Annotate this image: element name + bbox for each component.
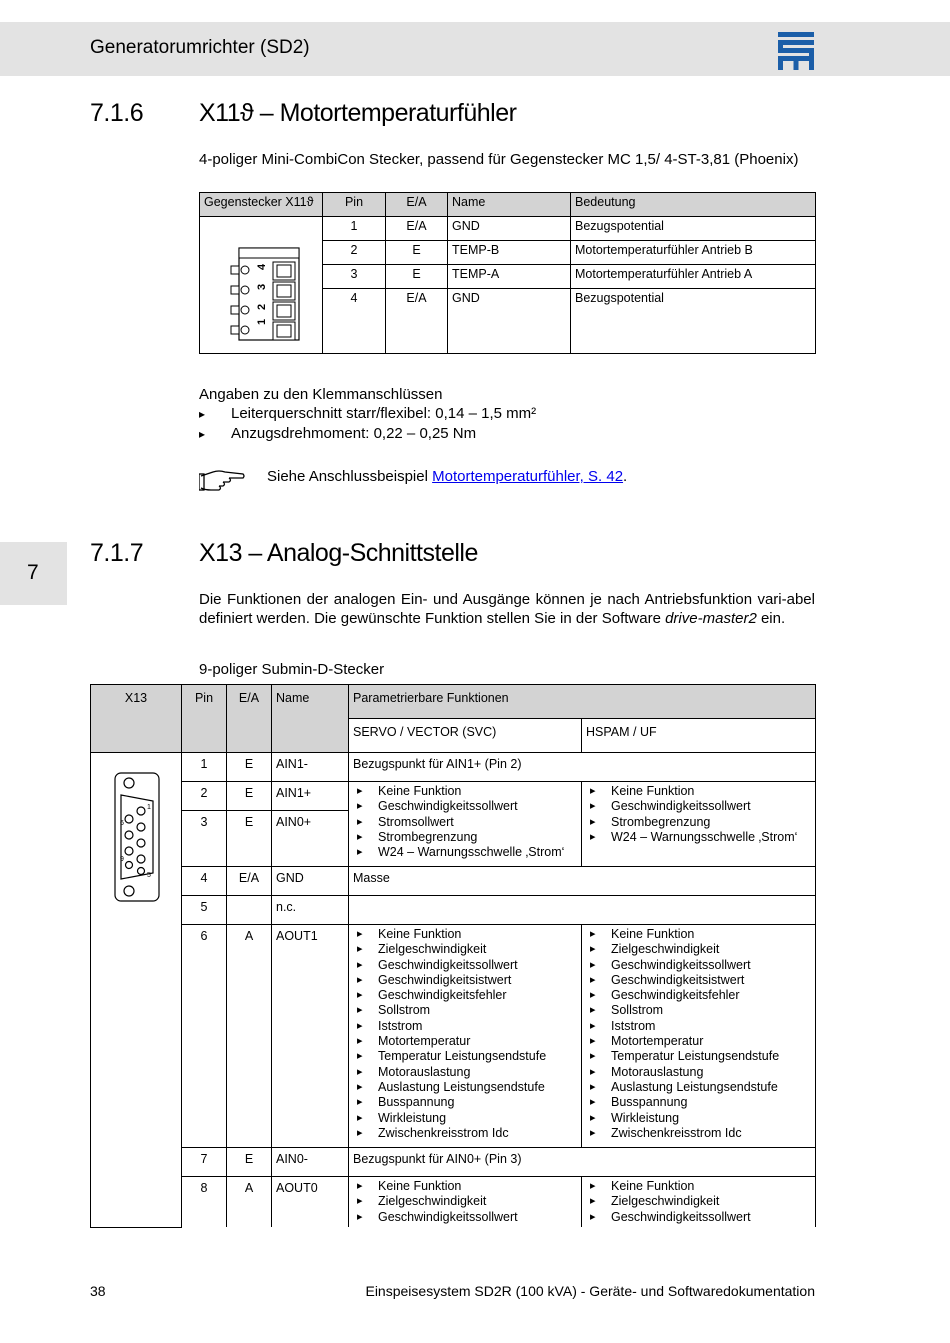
col-header: Gegenstecker X11ϑ [200, 193, 323, 217]
note-prefix: Siehe Anschlussbeispiel [267, 468, 433, 485]
dsub-connector-icon [91, 769, 181, 904]
name-cell: AIN1+ [272, 782, 349, 811]
col-header-name: Name [272, 685, 349, 753]
function-list [353, 1179, 577, 1225]
chapter-tab-label: 7 [27, 561, 39, 584]
table-row [91, 867, 816, 896]
meaning-cell: Motortemperaturfühler Antrieb B [571, 241, 816, 265]
table-row [91, 925, 816, 1148]
ea-cell: E [386, 265, 448, 289]
function-cell [582, 925, 816, 1148]
ea-cell: E [227, 782, 272, 811]
ea-cell: E/A [386, 289, 448, 354]
name-cell: GND [448, 289, 571, 354]
section-title: X11ϑ – Motortemperaturfühler [199, 99, 517, 127]
list-item: ▸ Auslastung Leistungsendstufe [586, 1080, 811, 1095]
company-logo-icon [778, 32, 814, 70]
function-cell [349, 896, 816, 925]
list-item: ▸ Geschwindigkeitsistwert [586, 973, 811, 988]
document-title: Einspeisesystem SD2R (100 kVA) - Geräte- und Softwaredokumentation [365, 1283, 815, 1299]
section-intro: 4-poliger Mini-CombiCon Stecker, passend für Gegenstecker MC 1,5/ 4-ST-3,81 (Phoenix) [199, 151, 799, 168]
name-cell: AIN0+ [272, 811, 349, 867]
dsub-pin-label: 9 [120, 856, 124, 863]
header-title: Generatorumrichter (SD2) [90, 37, 310, 58]
pin-cell: 3 [323, 265, 386, 289]
name-cell: GND [272, 867, 349, 896]
ea-cell: E/A [386, 217, 448, 241]
ea-cell: A [227, 1177, 272, 1227]
list-item: ▸ Keine Funktion [353, 1179, 577, 1194]
list-item: ▸ W24 – Warnungsschwelle ‚Strom‘ [586, 830, 811, 845]
motortemp-reference-link[interactable]: Motortemperaturfühler, S. 42 [432, 468, 624, 485]
col-header-servo: SERVO / VECTOR (SVC) [349, 719, 582, 753]
ea-cell: E [227, 811, 272, 867]
name-cell: TEMP-A [448, 265, 571, 289]
list-item: ▸ Geschwindigkeitssollwert [353, 1210, 577, 1225]
list-item: ▸ Iststrom [353, 1019, 577, 1034]
list-item: ▸ Strombegrenzung [353, 830, 577, 845]
list-item: ▸ Sollstrom [353, 1003, 577, 1018]
table-row [91, 753, 816, 782]
list-item: ▸ Geschwindigkeitssollwert [586, 799, 811, 814]
connector-pin-label: 1 [256, 318, 268, 325]
function-list [586, 927, 811, 1141]
pin-cell: 2 [323, 241, 386, 265]
list-item: ▸ Leiterquerschnitt starr/flexibel: 0,14 – 1,5 mm² [199, 404, 536, 424]
col-header: Bedeutung [571, 193, 816, 217]
col-header-pin: Pin [182, 685, 227, 753]
list-item: ▸ Zielgeschwindigkeit [586, 1194, 811, 1209]
list-item: ▸ Wirkleistung [353, 1111, 577, 1126]
list-item: ▸ Geschwindigkeitssollwert [586, 958, 811, 973]
name-cell: AOUT1 [272, 925, 349, 1148]
pointing-hand-icon [199, 466, 245, 496]
section-title: X13 – Analog-Schnittstelle [199, 539, 478, 567]
dsub-pin-label: 6 [120, 820, 124, 827]
pin-cell: 2 [182, 782, 227, 811]
name-cell: AIN1- [272, 753, 349, 782]
name-cell: GND [448, 217, 571, 241]
table-row [91, 1148, 816, 1177]
terminal-heading: Angaben zu den Klemmanschlüssen [199, 386, 443, 403]
software-name: drive-master2 [665, 610, 757, 627]
function-cell: Masse [349, 867, 816, 896]
list-item: ▸ Auslastung Leistungsendstufe [353, 1080, 577, 1095]
col-header-hspam: HSPAM / UF [582, 719, 816, 753]
section-intro [199, 590, 815, 628]
name-cell: AIN0- [272, 1148, 349, 1177]
function-cell: Bezugspunkt für AIN1+ (Pin 2) [349, 753, 816, 782]
function-cell [349, 925, 582, 1148]
table-row [200, 217, 816, 241]
list-item: ▸ Keine Funktion [586, 1179, 811, 1194]
minicombicon-connector-icon [201, 226, 321, 346]
ea-cell: E [227, 753, 272, 782]
dsub-pin-label: 5 [147, 872, 151, 879]
x13-pin-table [90, 684, 816, 1228]
connector-subtitle: 9-poliger Submin-D-Stecker [199, 661, 385, 678]
function-cell: Bezugspunkt für AIN0+ (Pin 3) [349, 1148, 816, 1177]
list-item: ▸ Zwischenkreisstrom Idc [586, 1126, 811, 1141]
chapter-tab [0, 542, 67, 605]
function-cell [349, 782, 582, 867]
ea-cell: E/A [227, 867, 272, 896]
pin-cell: 3 [182, 811, 227, 867]
ea-cell [227, 896, 272, 925]
list-item: ▸ Motortemperatur [353, 1034, 577, 1049]
section-number: 7.1.7 [90, 539, 144, 567]
function-cell [582, 1177, 816, 1227]
ea-cell: E [227, 1148, 272, 1177]
meaning-cell: Bezugspotential [571, 289, 816, 354]
page-number: 38 [90, 1283, 106, 1299]
list-item: ▸ Stromsollwert [353, 815, 577, 830]
list-item: ▸ Geschwindigkeitsistwert [353, 973, 577, 988]
function-list [353, 784, 577, 860]
see-also-note [267, 468, 627, 485]
name-cell: AOUT0 [272, 1177, 349, 1227]
list-item: ▸ Zielgeschwindigkeit [353, 1194, 577, 1209]
meaning-cell: Bezugspotential [571, 217, 816, 241]
function-list [353, 927, 577, 1141]
meaning-cell: Motortemperaturfühler Antrieb A [571, 265, 816, 289]
list-item: ▸ Busspannung [586, 1095, 811, 1110]
pin-cell: 7 [182, 1148, 227, 1177]
list-item: ▸ Geschwindigkeitsfehler [353, 988, 577, 1003]
list-item: ▸ Busspannung [353, 1095, 577, 1110]
pin-cell: 8 [182, 1177, 227, 1227]
col-header: Name [448, 193, 571, 217]
connector-image-cell [200, 217, 323, 354]
dsub-pin-label: 1 [147, 804, 151, 811]
list-item: ▸ Motortemperatur [586, 1034, 811, 1049]
list-item: ▸ Geschwindigkeitssollwert [353, 799, 577, 814]
col-header: E/A [386, 193, 448, 217]
function-list [586, 1179, 811, 1225]
list-item: ▸ Strombegrenzung [586, 815, 811, 830]
table-row [91, 896, 816, 925]
list-item: ▸ Temperatur Leistungsendstufe [586, 1049, 811, 1064]
terminal-list [199, 404, 536, 444]
list-item: ▸ Geschwindigkeitsfehler [586, 988, 811, 1003]
list-item: ▸ Zielgeschwindigkeit [586, 942, 811, 957]
list-item: ▸ Keine Funktion [353, 927, 577, 942]
table-header-row [91, 685, 816, 719]
connector-pin-label: 4 [256, 263, 268, 270]
note-suffix: . [623, 468, 628, 485]
function-cell [349, 1177, 582, 1227]
list-item: ▸ Wirkleistung [586, 1111, 811, 1126]
list-item: ▸ Temperatur Leistungsendstufe [353, 1049, 577, 1064]
function-cell [582, 782, 816, 867]
pin-cell: 6 [182, 925, 227, 1148]
list-item: ▸ Keine Funktion [586, 927, 811, 942]
list-item: ▸ Motorauslastung [353, 1065, 577, 1080]
table-row [91, 1177, 816, 1227]
list-item: ▸ Zielgeschwindigkeit [353, 942, 577, 957]
list-item: ▸ Sollstrom [586, 1003, 811, 1018]
name-cell: TEMP-B [448, 241, 571, 265]
x11-pin-table [199, 192, 816, 354]
connector-pin-label: 2 [256, 303, 268, 310]
col-header-param: Parametrierbare Funktionen [349, 685, 816, 719]
list-item: ▸ Zwischenkreisstrom Idc [353, 1126, 577, 1141]
list-item: ▸ W24 – Warnungsschwelle ‚Strom‘ [353, 845, 577, 860]
connector-pin-label: 3 [256, 283, 268, 290]
list-item: ▸ Anzugsdrehmoment: 0,22 – 0,25 Nm [199, 424, 536, 444]
list-item: ▸ Motorauslastung [586, 1065, 811, 1080]
pin-cell: 1 [323, 217, 386, 241]
table-row [91, 782, 816, 811]
list-item: ▸ Geschwindigkeitssollwert [586, 1210, 811, 1225]
function-list [586, 784, 811, 845]
ea-cell: A [227, 925, 272, 1148]
dsub-image-cell [91, 753, 182, 1228]
table-header-row [200, 193, 816, 217]
section-number: 7.1.6 [90, 99, 144, 127]
col-header-x13: X13 [91, 685, 182, 753]
col-header: Pin [323, 193, 386, 217]
pin-cell: 1 [182, 753, 227, 782]
name-cell: n.c. [272, 896, 349, 925]
list-item: ▸ Keine Funktion [586, 784, 811, 799]
col-header-ea: E/A [227, 685, 272, 753]
pin-cell: 5 [182, 896, 227, 925]
pin-cell: 4 [323, 289, 386, 354]
pin-cell: 4 [182, 867, 227, 896]
ea-cell: E [386, 241, 448, 265]
intro-text: Die Funktionen der analogen Ein- und Ausgänge können je nach Antriebsfunktion vari-abel definiert werden. Die gewünschte Funktion stellen Sie in der Software [199, 591, 815, 627]
list-item: ▸ Iststrom [586, 1019, 811, 1034]
list-item: ▸ Keine Funktion [353, 784, 577, 799]
intro-end: ein. [756, 610, 786, 627]
list-item: ▸ Geschwindigkeitssollwert [353, 958, 577, 973]
